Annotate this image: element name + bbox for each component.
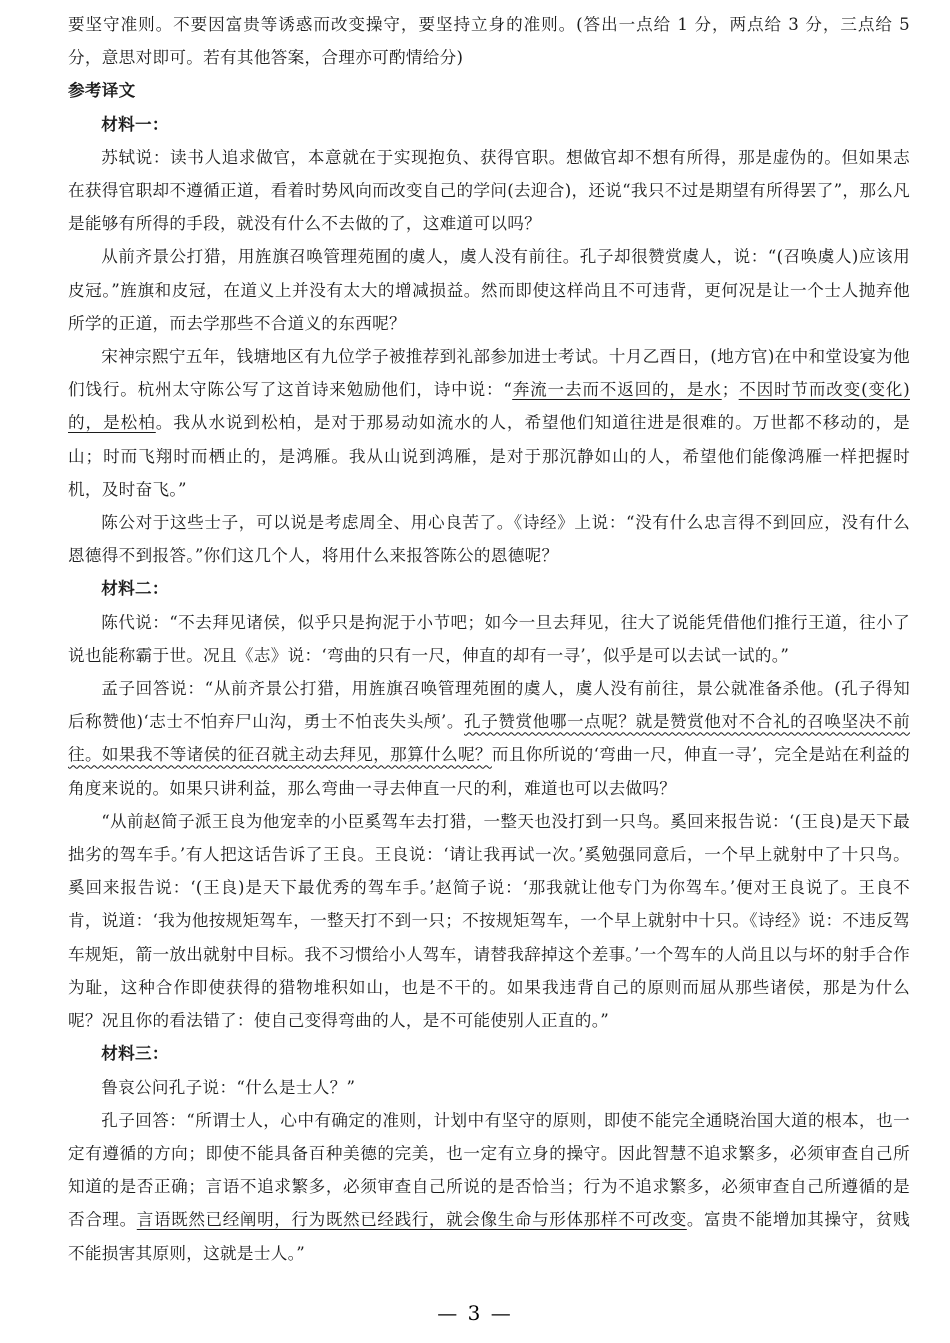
material-two-heading: 材料二： bbox=[101, 579, 169, 599]
underlined-phrase: 言语既然已经阐明，行为既然已经践行，就会像生命与形体那样不可改变 bbox=[136, 1210, 687, 1230]
underlined-phrase: 奔流一去而不返回的，是水 bbox=[512, 380, 722, 400]
answer-continuation: 要坚守准则。不要因富贵等诱惑而改变操守，要坚持立身的准则。(答出一点给 1 分，两点给 3 分，三点给 5 分，意思对即可。若有其他答案，合理亦可酌情给分) bbox=[68, 15, 910, 68]
material-one-paragraph-1: 苏轼说：读书人追求做官，本意就在于实现抱负、获得官职。想做官却不想有所得，那是虚伪的。但如果志在获得官职却不遵循正道，看着时势风向而改变自己的学问(去迎合)，还说“我只不过是期望有所得罢了”，那么凡是能够有所得的手段，就没有什么不去做的了，这难道可以吗？ bbox=[68, 147, 911, 234]
text-segment: 。我从水说到松柏，是对于那易动如流水的人，希望他们知道往进是很难的。万世都不移动的，是山；时而飞翔时而栖止的，是鸿雁。我从山说到鸿雁，是对于那沉静如山的人，希望他们能像鸿雁一样把握时机，及时奋飞。” bbox=[68, 413, 910, 499]
text-segment: 孟子回答说：“从前齐景公打猎，用旌旗召唤管理苑囿的虞人，虞人没有前往，景公就准备杀他。(孔子得知后称赞他)‘志士不怕弃尸山沟，勇士不怕丧失头颅’。 bbox=[68, 679, 910, 732]
translation-heading: 参考译文 bbox=[68, 81, 136, 101]
material-one-paragraph-3 bbox=[68, 340, 910, 506]
material-two-paragraph-3: “从前赵简子派王良为他宠幸的小臣奚驾车去打猎，一整天也没打到一只鸟。奚回来报告说：‘(王良)是天下最拙劣的驾车手。’有人把这话告诉了王良。王良说：‘请让我再试一次。’奚勉强同意后，一个早上就射中了十只鸟。奚回来报告说：‘(王良)是天下最优秀的驾车手。’赵简子说：‘那我就让他专门为你驾车。’便对王良说了。王良不肯，说道：‘我为他按规矩驾车，一整天打不到一只；不按规矩驾车，一个早上就射中十只。《诗经》说：不违反驾车规矩，箭一放出就射中目标。我不习惯给小人驾车，请替我辞掉这个差事。’一个驾车的人尚且以与坏的射手合作为耻，这种合作即使获得的猎物堆积如山，也是不干的。如果我违背自己的原则而屈从那些诸侯，那是为什么呢？况且你的看法错了：使自己变得弯曲的人，是不可能使别人正直的。” bbox=[68, 811, 910, 1031]
text-segment: 宋神宗熙宁五年，钱塘地区有九位学子被推荐到礼部参加进士考试。十月乙酉日，(地方官)在中和堂设宴为他们饯行。杭州太守陈公写了这首诗来勉励他们，诗中说：“ bbox=[68, 347, 910, 400]
material-one-paragraph-2: 从前齐景公打猎，用旌旗召唤管理苑囿的虞人，虞人没有前往。孔子却很赞赏虞人，说：“(召唤虞人)应该用皮冠。”旌旗和皮冠，在道义上并没有太大的增减损益。然而即使这样尚且不可违背，更何况是让一个士人抛弃他所学的正道，而去学那些不合道义的东西呢？ bbox=[68, 247, 910, 333]
text-segment: 。富贵不能增加其操守，贫贱不能损害其原则，这就是士人。” bbox=[68, 1210, 910, 1263]
material-one-heading: 材料一： bbox=[101, 114, 169, 134]
material-two-paragraph-2 bbox=[68, 672, 910, 805]
material-three-heading: 材料三： bbox=[101, 1044, 169, 1064]
material-two-paragraph-1: 陈代说：“不去拜见诸侯，似乎只是拘泥于小节吧；如今一旦去拜见，往大了说能凭借他们推行王道，往小了说也能称霸于世。况且《志》说：‘弯曲的只有一尺，伸直的却有一寻’，似乎是可以去试一试的。” bbox=[68, 612, 910, 665]
text-segment: ； bbox=[721, 380, 739, 400]
page-number: — 3 — bbox=[437, 1301, 513, 1325]
material-one-paragraph-4: 陈公对于这些士子，可以说是考虑周全、用心良苦了。《诗经》上说：“没有什么忠言得不到回应，没有什么恩德得不到报答。”你们这几个人，将用什么来报答陈公的恩德呢？ bbox=[68, 513, 910, 566]
text-segment: 孔子回答：“所谓士人，心中有确定的准则，计划中有坚守的原则，即使不能完全通晓治国大道的根本，也一定有遵循的方向；即使不能具备百种美德的完美，也一定有立身的操守。因此智慧不追求繁多，必须审查自己所知道的是否正确；言语不追求繁多，必须审查自己所说的是否恰当；行为不追求繁多，必须审查自己所遵循的是否合理。 bbox=[68, 1110, 910, 1230]
underlined-phrase: 不因时节而改变(变化)的，是松柏 bbox=[68, 380, 910, 433]
material-three-paragraph-1: 鲁哀公问孔子说：“什么是士人？” bbox=[101, 1077, 356, 1097]
wavy-underlined-passage: 孔子赞赏他哪一点呢？就是赞赏他对不合礼的召唤坚决不前往。如果我不等诸侯的征召就主动去拜见，那算什么呢？ bbox=[68, 712, 910, 765]
material-three-paragraph-2 bbox=[68, 1104, 910, 1270]
text-segment: 而且你所说的‘弯曲一尺，伸直一寻’，完全是站在利益的角度来说的。如果只讲利益，那么弯曲一寻去伸直一尺的利，难道也可以去做吗？ bbox=[68, 745, 910, 798]
